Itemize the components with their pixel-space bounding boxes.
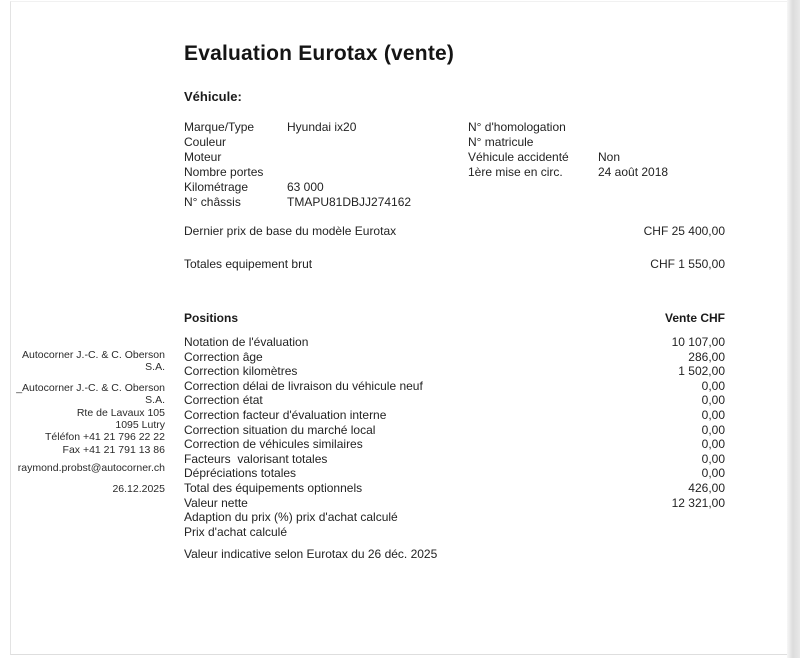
sender-line: Autocorner J.-C. & C. Oberson S.A. xyxy=(22,349,165,374)
base-price-value: CHF 25 400,00 xyxy=(643,224,725,238)
vehicle-row-matricule xyxy=(468,135,738,150)
row-label: Correction kilomètres xyxy=(184,364,298,379)
positions-header-value: Vente CHF xyxy=(664,311,725,325)
table-row xyxy=(184,525,725,540)
field-label: 1ère mise en circ. xyxy=(468,165,563,179)
document-date: 26.12.2025 xyxy=(112,482,165,495)
indicative-value-note: Valeur indicative selon Eurotax du 26 déc. 2025 xyxy=(184,547,438,561)
page-edge-shadow xyxy=(787,0,800,658)
field-label: Moteur xyxy=(184,150,222,164)
positions-header-label: Positions xyxy=(184,311,239,325)
row-value: 0,00 xyxy=(701,422,725,437)
equipment-total-row xyxy=(184,257,725,272)
row-value: 0,00 xyxy=(701,437,725,452)
vehicle-row-moteur xyxy=(184,150,464,165)
row-label: Facteurs valorisant totales xyxy=(184,451,328,466)
row-value: 0,00 xyxy=(701,466,725,481)
base-price-label: Dernier prix de base du modèle Eurotax xyxy=(184,224,397,238)
base-price-row xyxy=(184,224,725,239)
table-row xyxy=(184,437,725,452)
row-label: Correction délai de livraison du véhicule neuf xyxy=(184,378,423,393)
field-label: N° châssis xyxy=(184,195,241,209)
sender-email: raymond.probst@autocorner.ch xyxy=(17,462,165,475)
field-value: TMAPU81DBJJ274162 xyxy=(287,195,412,209)
table-row xyxy=(184,379,725,394)
row-value: 0,00 xyxy=(701,451,725,466)
positions-table-header xyxy=(184,311,725,326)
field-label: Véhicule accidenté xyxy=(468,150,569,164)
row-label: Correction âge xyxy=(184,349,263,364)
sender-city: 1095 Lutry xyxy=(115,419,165,432)
vehicle-row-homologation xyxy=(468,120,738,135)
positions-table-body xyxy=(184,335,725,539)
row-label: Adaption du prix (%) prix d'achat calculé xyxy=(184,510,398,525)
row-value: 10 107,00 xyxy=(671,335,725,349)
vehicle-details-left-column xyxy=(184,120,464,210)
sender-company: _Autocorner J.-C. & C. Oberson S.A. xyxy=(16,381,165,407)
sender-phone: Téléfon +41 21 796 22 22 xyxy=(45,431,165,444)
field-label: Kilométrage xyxy=(184,180,249,194)
sender-street: Rte de Lavaux 105 xyxy=(76,406,165,419)
row-label: Dépréciations totales xyxy=(184,466,297,481)
table-row xyxy=(184,510,725,525)
row-value: 426,00 xyxy=(688,480,725,495)
row-label: Correction état xyxy=(184,393,263,408)
row-value: 0,00 xyxy=(701,378,725,393)
row-label: Prix d'achat calculé xyxy=(184,524,288,539)
row-value: 1 502,00 xyxy=(678,364,725,379)
table-row xyxy=(184,364,725,379)
vehicle-row-kilometrage xyxy=(184,180,464,195)
row-label: Correction situation du marché local xyxy=(184,422,376,437)
equipment-total-label: Totales equipement brut xyxy=(184,257,313,271)
field-value: 24 août 2018 xyxy=(598,165,669,179)
vehicle-row-mise-en-circ xyxy=(468,165,738,180)
row-value: 286,00 xyxy=(688,349,725,364)
field-label: N° d'homologation xyxy=(468,120,566,134)
row-label: Total des équipements optionnels xyxy=(184,480,363,495)
row-value: 12 321,00 xyxy=(671,495,725,510)
field-label: Nombre portes xyxy=(184,165,264,179)
vehicle-row-chassis xyxy=(184,195,464,210)
row-label: Notation de l'évaluation xyxy=(184,335,309,349)
table-row xyxy=(184,335,725,350)
table-row xyxy=(184,452,725,467)
vehicle-section-label: Véhicule: xyxy=(184,89,242,104)
row-value: 0,00 xyxy=(701,393,725,408)
field-value: Hyundai ix20 xyxy=(287,120,357,134)
vehicle-details-right-column xyxy=(468,120,738,180)
table-row xyxy=(184,393,725,408)
field-label: Marque/Type xyxy=(184,120,255,134)
field-value: Non xyxy=(598,150,621,164)
row-label: Correction facteur d'évaluation interne xyxy=(184,407,387,422)
equipment-total-value: CHF 1 550,00 xyxy=(650,257,725,271)
table-row xyxy=(184,496,725,511)
positions-table xyxy=(184,311,725,539)
row-value: 0,00 xyxy=(701,407,725,422)
document-title: Evaluation Eurotax (vente) xyxy=(184,42,455,65)
table-row xyxy=(184,423,725,438)
row-label: Correction de véhicules similaires xyxy=(184,437,363,452)
sender-address-block xyxy=(0,349,165,495)
field-label: N° matricule xyxy=(468,135,534,149)
field-value: 63 000 xyxy=(287,180,324,194)
table-row xyxy=(184,408,725,423)
sender-fax: Fax +41 21 791 13 86 xyxy=(62,443,165,456)
vehicle-row-couleur xyxy=(184,135,464,150)
vehicle-row-accidente xyxy=(468,150,738,165)
vehicle-row-nombre-portes xyxy=(184,165,464,180)
table-row xyxy=(184,350,725,365)
vehicle-row-marque-type xyxy=(184,120,464,135)
table-row xyxy=(184,481,725,496)
row-label: Valeur nette xyxy=(184,495,248,510)
table-row xyxy=(184,466,725,481)
field-label: Couleur xyxy=(184,135,227,149)
